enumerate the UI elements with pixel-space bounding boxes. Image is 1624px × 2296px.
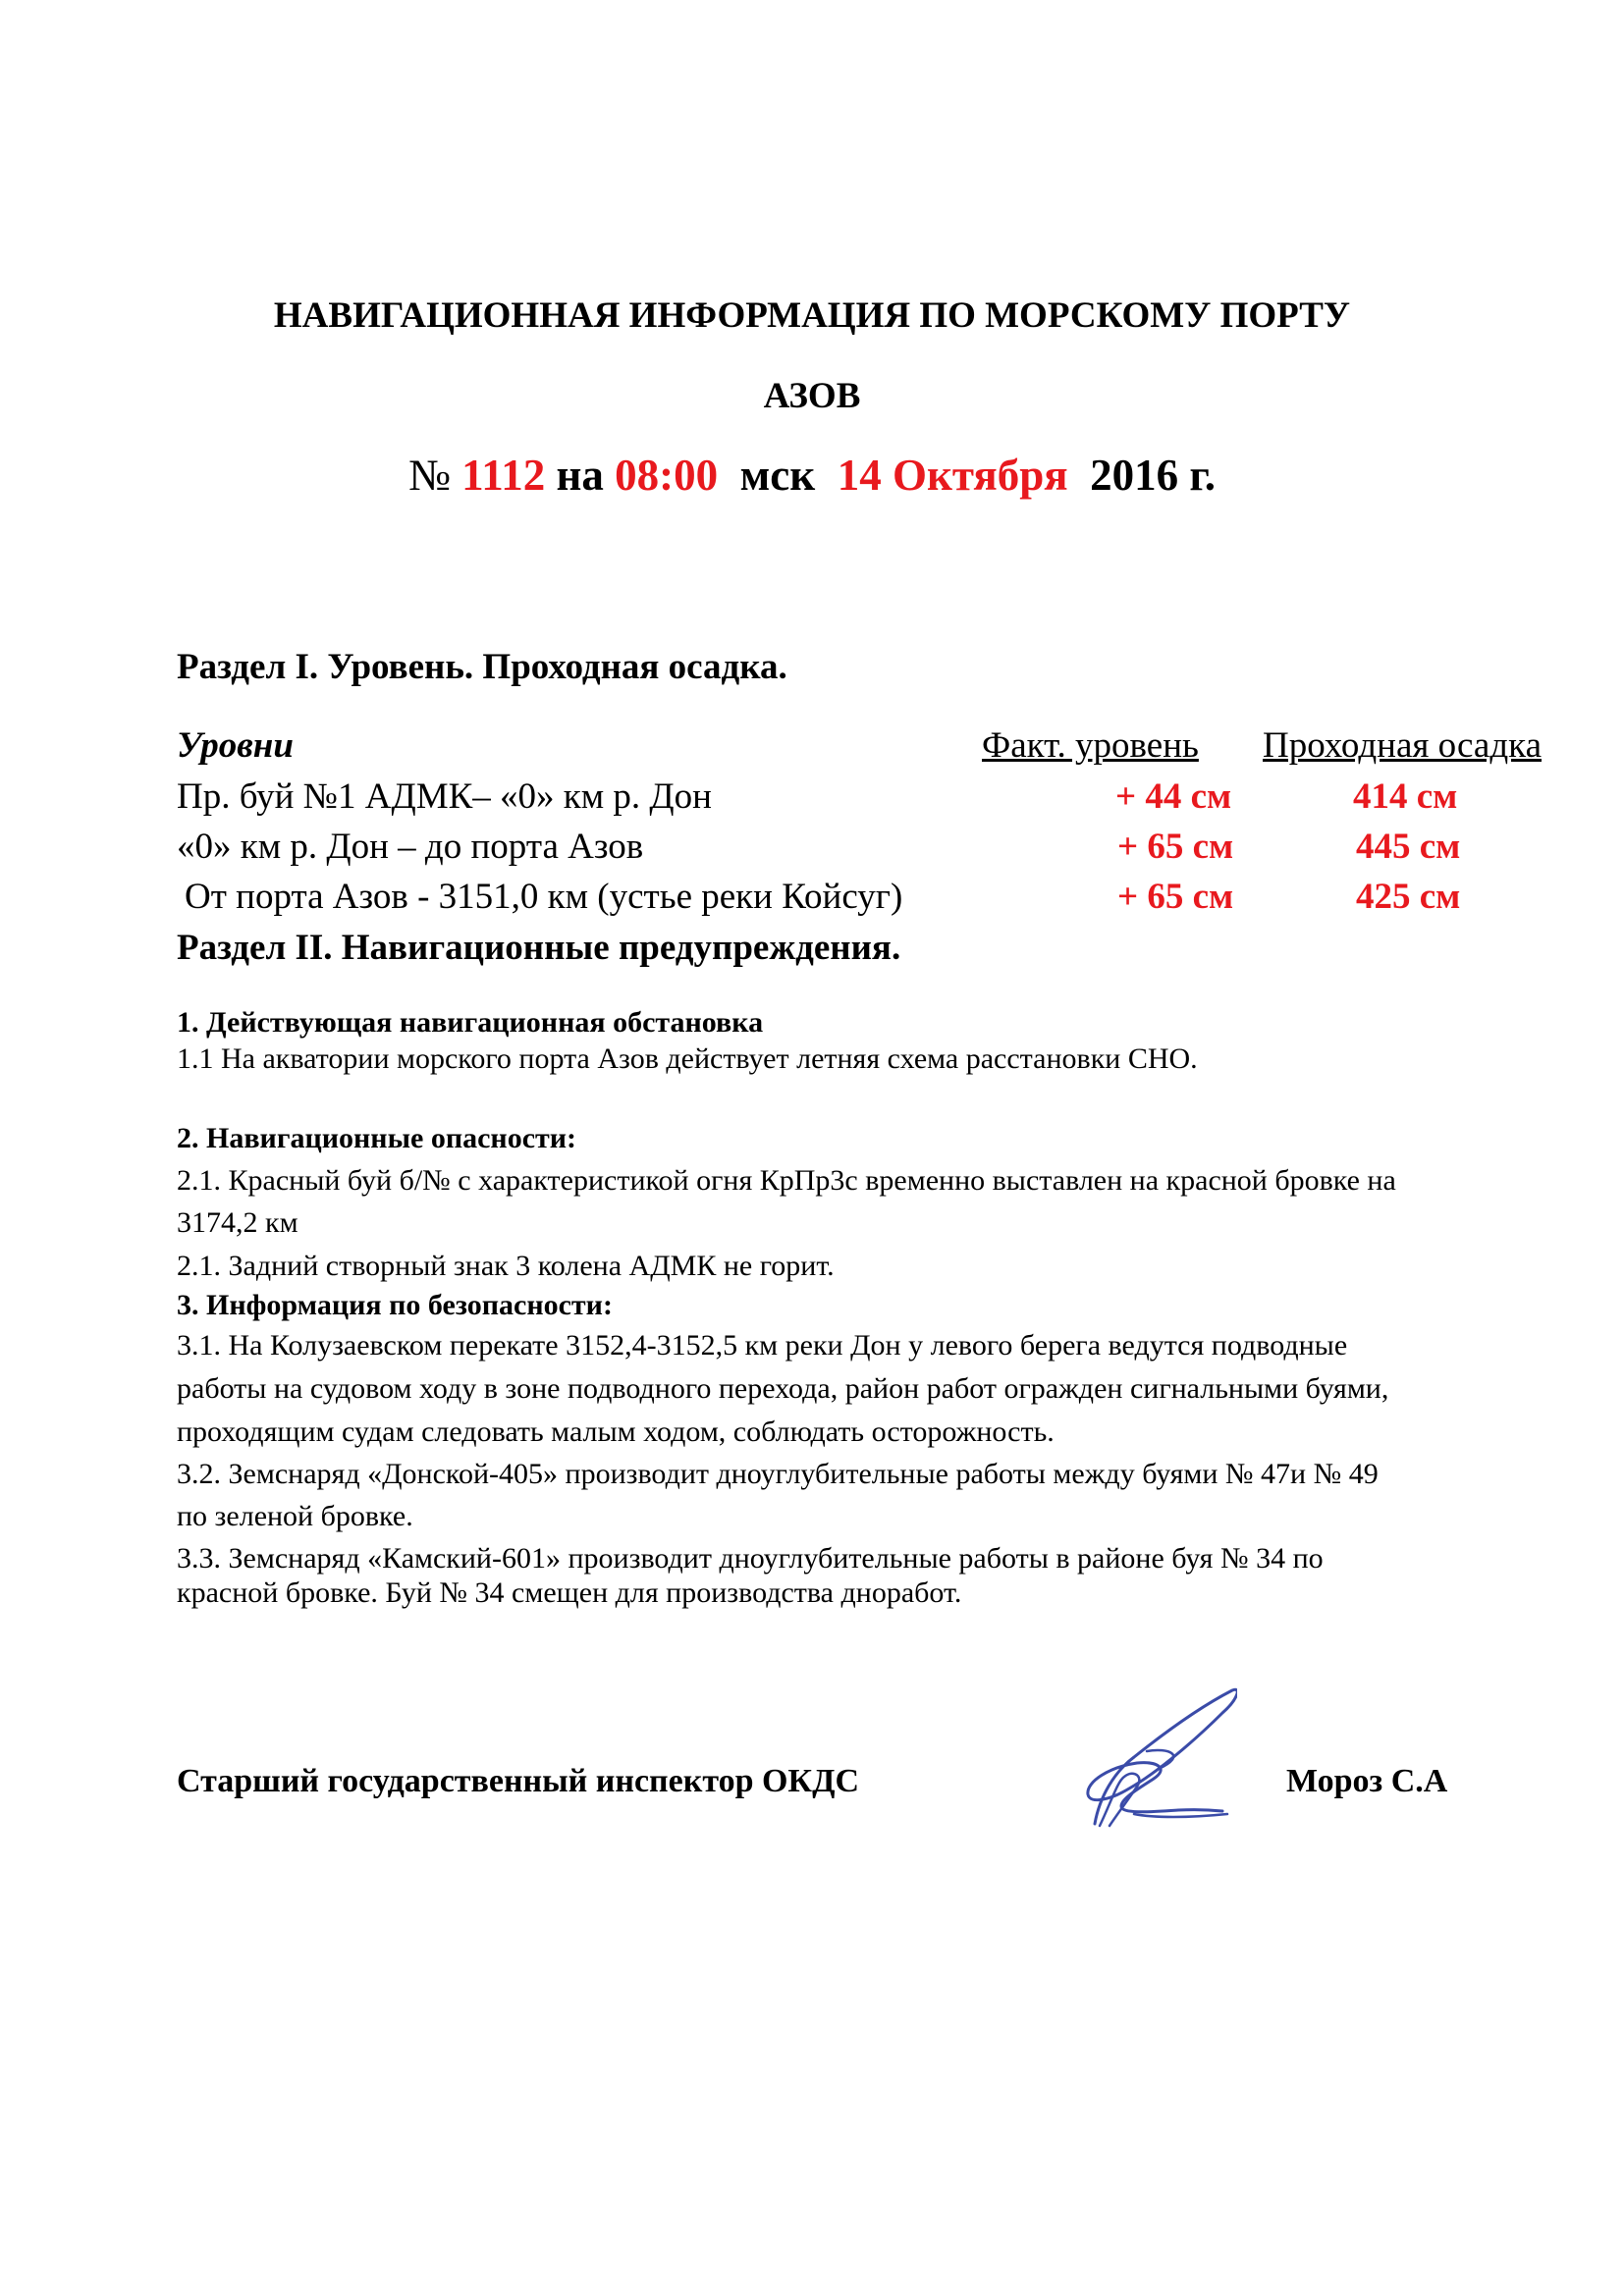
paragraph: работы на судовом ходу в зоне подводного перехода, район работ огражден сигнальными буями, bbox=[177, 1372, 1389, 1405]
paragraph: 3.1. На Колузаевском перекате 3152,4-3152,5 км реки Дон у левого берега ведутся подводные bbox=[177, 1329, 1348, 1362]
paragraph: 2.1. Задний створный знак 3 колена АДМК не горит. bbox=[177, 1250, 835, 1282]
level-row-draft: 414 см bbox=[1353, 776, 1458, 817]
levels-label: Уровни bbox=[177, 725, 294, 766]
report-year: 2016 г. bbox=[1090, 451, 1216, 500]
paragraph: красной бровке. Буй № 34 смещен для производства днoработ. bbox=[177, 1576, 962, 1609]
fact-level-header: Факт. уровень bbox=[982, 725, 1199, 766]
report-date: 14 Октября bbox=[837, 451, 1068, 500]
paragraph: 3.3. Земснаряд «Камский-601» производит дноуглубительные работы в районе буя № 34 по bbox=[177, 1542, 1324, 1575]
subsection3-title: 3. Информация по безопасности: bbox=[177, 1289, 613, 1321]
document-number: 1112 bbox=[461, 451, 546, 500]
level-row-draft: 445 см bbox=[1356, 827, 1461, 867]
port-name: АЗОВ bbox=[763, 376, 861, 416]
timezone: мск bbox=[739, 451, 816, 500]
level-row-name: От порта Азов - 3151,0 км (устье реки Койсуг) bbox=[185, 877, 903, 917]
level-row-fact: + 44 см bbox=[1115, 776, 1232, 817]
signature-icon bbox=[1041, 1679, 1237, 1836]
level-row-fact: + 65 см bbox=[1117, 877, 1234, 917]
paragraph: по зеленой бровке. bbox=[177, 1500, 413, 1532]
paragraph: 2.1. Красный буй б/№ с характеристикой огня КрПр3с временно выставлен на красной бровке на bbox=[177, 1164, 1396, 1197]
subsection1-title: 1. Действующая навигационная обстановка bbox=[177, 1006, 764, 1039]
section2-title: Раздел II. Навигационные предупреждения. bbox=[177, 928, 901, 968]
level-row-fact: + 65 см bbox=[1117, 827, 1234, 867]
paragraph: проходящим судам следовать малым ходом, соблюдать осторожность. bbox=[177, 1415, 1055, 1448]
paragraph: 3174,2 км bbox=[177, 1206, 298, 1239]
signatory-position: Старший государственный инспектор ОКДС bbox=[177, 1763, 860, 1799]
subsection2-title: 2. Навигационные опасности: bbox=[177, 1122, 577, 1154]
report-time: 08:00 bbox=[615, 451, 719, 500]
level-row-name: Пр. буй №1 АДМК– «0» км р. Дон bbox=[177, 776, 712, 817]
at-word: на bbox=[556, 451, 604, 500]
number-sign: № bbox=[407, 451, 451, 500]
document-title: НАВИГАЦИОННАЯ ИНФОРМАЦИЯ ПО МОРСКОМУ ПОРТУ bbox=[273, 295, 1351, 336]
paragraph: 1.1 На акватории морского порта Азов действует летняя схема расстановки СНО. bbox=[177, 1042, 1198, 1075]
section1-title: Раздел I. Уровень. Проходная осадка. bbox=[177, 647, 787, 687]
paragraph: 3.2. Земснаряд «Донской-405» производит дноуглубительные работы между буями № 47и № 49 bbox=[177, 1458, 1379, 1490]
document-number-line bbox=[0, 450, 1624, 501]
level-row-name: «0» км р. Дон – до порта Азов bbox=[177, 827, 644, 867]
signatory-name: Мороз С.А bbox=[1286, 1763, 1448, 1799]
level-row-draft: 425 см bbox=[1356, 877, 1461, 917]
draft-header: Проходная осадка bbox=[1263, 725, 1543, 766]
